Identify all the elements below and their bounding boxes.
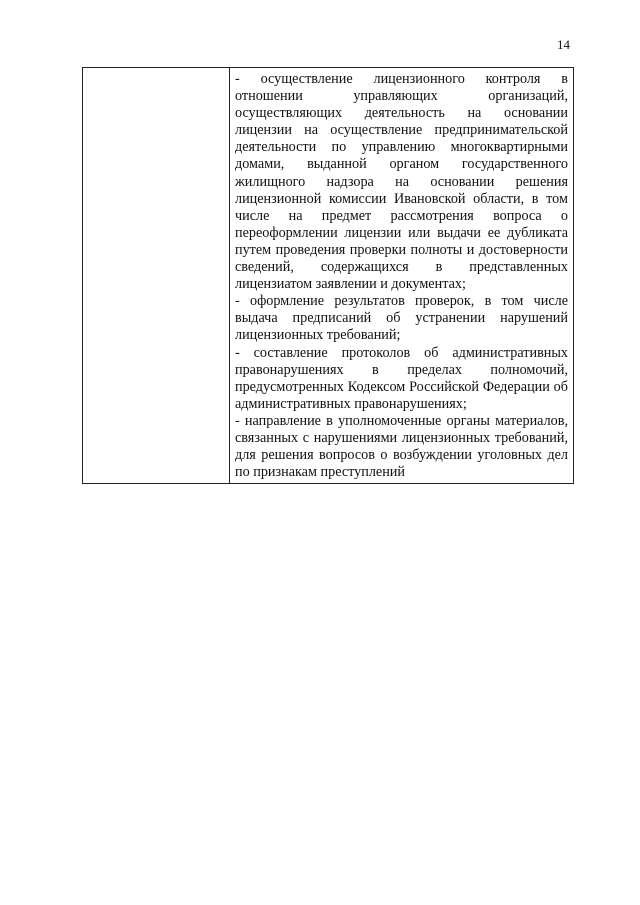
paragraph-referral-materials: - направление в уполномоченные органы материалов, связанных с нарушениями лицензионных требований, для решения вопросов о возбуждении уголовных дел по признакам преступлений (235, 412, 568, 481)
document-table (82, 67, 574, 484)
paragraph-inspection-results: - оформление результатов проверок, в том числе выдача предписаний об устранении нарушений лицензионных требований; (235, 293, 568, 344)
paragraph-protocols: - составление протоколов об административных правонарушениях в пределах полномочий, предусмотренных Кодексом Российской Федерации об административных правонарушениях; (235, 344, 568, 412)
page-number: 14 (557, 37, 570, 52)
left-cell-text (83, 68, 229, 73)
paragraph-licensing-control: - осуществление лицензионного контроля в отношении управляющих организаций, осуществляющих деятельность на основании лицензии на осуществление предпринимательской деятельности по управлению многоквартирными домами, выданной органом государственного жилищного надзора на основании решения лицензионной комиссии Ивановской области, в том числе на предмет рассмотрения вопроса о переоформлении лицензии или выдачи ее дубликата путем проведения проверки полноты и достоверности сведений, содержащихся в представленных лицензиатом заявлении и документах; (235, 71, 568, 293)
table-cell-left (83, 68, 230, 484)
right-cell-text (230, 68, 573, 483)
table-row (83, 68, 574, 484)
table-cell-right (230, 68, 574, 484)
